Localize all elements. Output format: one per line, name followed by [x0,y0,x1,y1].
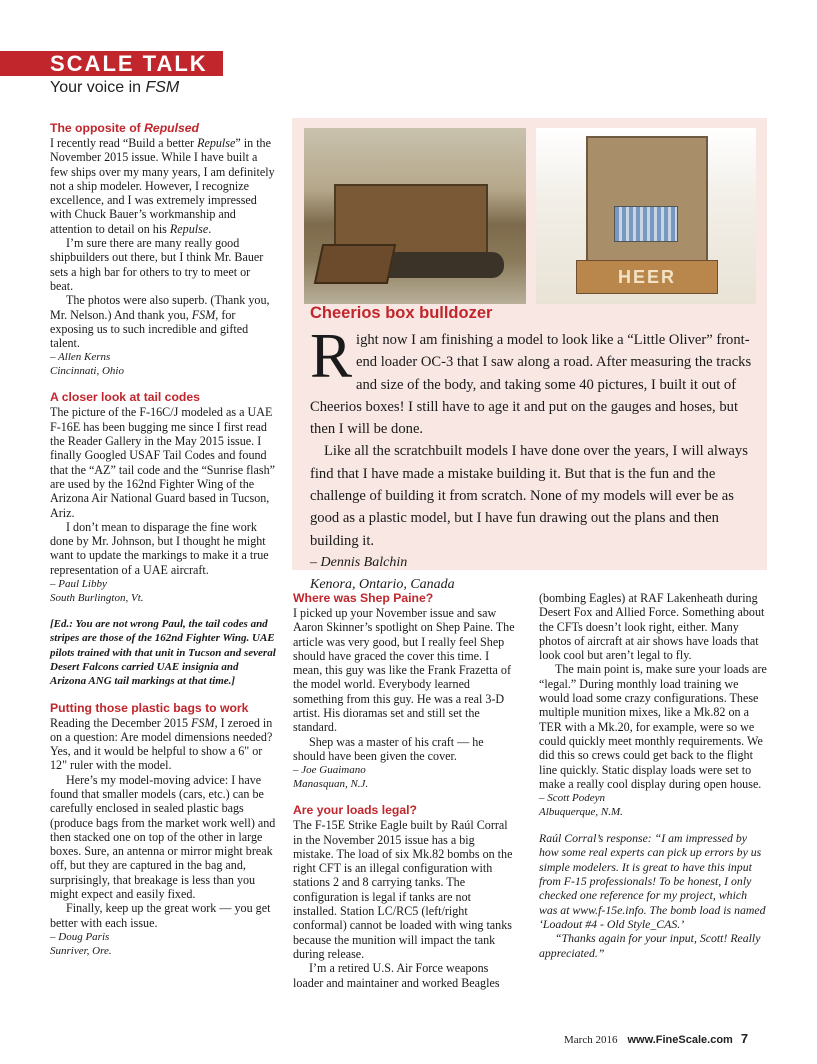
letter-author: – Doug Paris [50,930,110,943]
letter-author: – Paul Libby [50,578,107,591]
letter-heading: Where was Shep Paine? [293,591,434,605]
letter-paragraph: I recently read “Build a better Repulse” in the November 2015 issue. While I have built a few ships over my many years, I am definitely not a ship modeler. However, I recognize excellence, and I was extremely impressed with Chuck Bauer’s workmanship and attention to detail on his Repulse. [50,136,275,236]
featured-letter-panel [292,118,767,593]
section-banner [0,51,223,76]
letter-author: – Joe Guaimano [293,764,366,777]
featured-letter-title: Cheerios box bulldozer [310,304,493,322]
right-column [539,591,767,960]
drop-cap: R [310,321,353,391]
section-subtitle: Your voice in FSM [50,79,180,96]
letter-paragraph: (bombing Eagles) at RAF Lakenheath during Desert Fox and Allied Force. Something about the CFTs doesn’t look right, either. Many photos of aircraft at air shows have loads that look cool but aren’t legal to fly. [539,591,765,663]
editor-note: [Ed.: You are not wrong Paul, the tail codes and stripes are those of the 162nd Fighter Wing. UAE pilots trained with that unit in Tucson and several Desert Falcons carried UAE insignia and Arizona ANG tail markings at that time.] [50,618,276,688]
letter-paragraph: The main point is, make sure your loads are “legal.” During monthly load training we would load some crazy configurations. These multiple munition mixes, like a Mk.82 on a TER with a Mk.20, for example, were so we could quickly meet monthly requirements. We did this so crews could get back to the flight line quickly. Static display loads were set to make a really cool display during open house. [539,662,767,791]
letter-loads-legal [293,803,515,990]
middle-column [293,591,515,990]
letter-repulsed [50,121,276,378]
letter-location: Albuquerque, N.M. [539,806,623,819]
letter-heading: A closer look at tail codes [50,390,200,405]
letter-location: Sunriver, Ore. [50,944,112,957]
letter-paragraph: Like all the scratchbuilt models I have done over the years, I will always find that I have made a mistake building it. But that is the fun and the challenge of building it from scratch. None of my models will ever be as good as a plastic model, but I have fun drawing out the plans and then building it. [310,443,748,549]
letter-heading: Putting those plastic bags to work [50,700,249,715]
letter-paragraph: Finally, keep up the great work — you get better with each issue. [50,901,271,930]
letter-location: Kenora, Ontario, Canada [310,577,455,593]
letter-location: South Burlington, Vt. [50,592,144,605]
letter-heading: The opposite of Repulsed [50,121,199,135]
website-link[interactable]: www.FineScale.com [627,1034,733,1046]
letter-paragraph: I’m sure there are many really good shipbuilders out there, but I think Mr. Bauer sets a high bar for others to try to meet or beat. [50,236,264,293]
page-number: 7 [740,1031,749,1046]
letter-paragraph: The F-15E Strike Eagle built by Raúl Corral in the November 2015 issue has a big mistake. The load of six Mk.82 bombs on the right CFT is an illegal configuration with stations 2 and 8 carrying tanks. The configuration is legal if tanks are not installed. Station LC/RC5 (left/right conformal) cannot be loaded with wing tanks because the munition will impact the tank during release. [293,818,513,961]
model-body-shape [586,136,708,262]
letter-author: – Allen Kerns [50,351,111,364]
letter-paragraph: I don’t mean to disparage the fine work done by Mr. Johnson, but I thought he might want to update the markings to make it a true representation of a UAE aircraft. [50,519,269,577]
letter-author: – Scott Podeyn [539,792,605,805]
dozer-blade-shape [314,244,397,284]
letter-heading: Are your loads legal? [293,803,417,818]
letter-paragraph: The picture of the F-16C/J modeled as a UAE F-16E has been bugging me since I first read the Reader Gallery in the May 2015 issue. I finally Googled USAF Tail Codes and found that the “AZ” tail code and the “Sunrise flash” are used by the 162nd Fighter Wing of the Arizona Air National Guard based in Tucson, Ariz. [50,405,275,520]
letter-location: Cincinnati, Ohio [50,365,124,378]
letter-shep-paine [293,591,515,791]
bulldozer-photo [304,128,526,304]
letter-paragraph: I’m a retired U.S. Air Force weapons loader and maintainer and worked Beagles [293,961,500,990]
letter-author: – Dennis Balchin [310,554,408,570]
left-column [50,121,276,958]
letter-paragraph: Here’s my model-moving advice: I have found that smaller models (cars, etc.) can be carefully enclosed in sealed plastic bags (produce bags from the market work well) and then stacked one on top of the other in large boxes. Sure, an antenna or mirror might break off, but they are captured in the bag and, surprisingly, that breakage is less than you might expect and easily fixed. [50,772,276,902]
letter-plastic-bags [50,701,276,958]
page-footer [564,1031,748,1046]
letter-paragraph: Shep was a master of his craft — he should have been given the cover. [293,734,484,763]
letter-paragraph: I picked up your November issue and saw Aaron Skinner’s spotlight on Shep Paine. The article was very good, but I really feel Shep should have graced the cover this time. I mean, this guy was like the Frank Frazetta of the model world. Everybody learned something from this guy. He was a real 3-D artist. His dioramas set and still set the standard. [293,606,515,735]
letter-paragraph: Right now I am finishing a model to look like a “Little Oliver” front-end loader OC-3 that I saw along a road. After measuring the tracks and size of the body, and taking some 40 pictures, I built it out of Cheerios boxes! I still have to age it and put on the gauges and hoses, but then I will be done. [310,321,752,438]
section-title: SCALE TALK [50,51,208,76]
cereal-box-lettering: HEER [576,260,718,294]
cereal-box-model-photo [536,128,756,304]
author-response: “Thanks again for your input, Scott! Really appreciated.” [539,931,761,960]
letter-tail-codes [50,390,276,688]
letter-location: Manasquan, N.J. [293,778,369,791]
author-response: Raúl Corral’s response: “I am impressed by how some real experts can pick up errors by us simple modelers. It is great to have this input from F-15 professionals! To be honest, I only checked one reference for my project, which was at www.f-15e.info. The bomb load is named ‘Loadout #4 - Old Style_CAS.’ [539,831,766,931]
issue-date: March 2016 [564,1034,618,1046]
letter-paragraph: The photos were also superb. (Thank you, Mr. Nelson.) And thank you, FSM, for exposing us to such incredible and gifted talent. [50,293,270,351]
featured-letter-body [310,321,757,597]
model-grille-shape [614,206,678,242]
letter-paragraph: Reading the December 2015 FSM, I zeroed in on a question: Are model dimensions needed? Yes, and it would be helpful to show a 6" or 12" ruler with the model. [50,715,273,773]
